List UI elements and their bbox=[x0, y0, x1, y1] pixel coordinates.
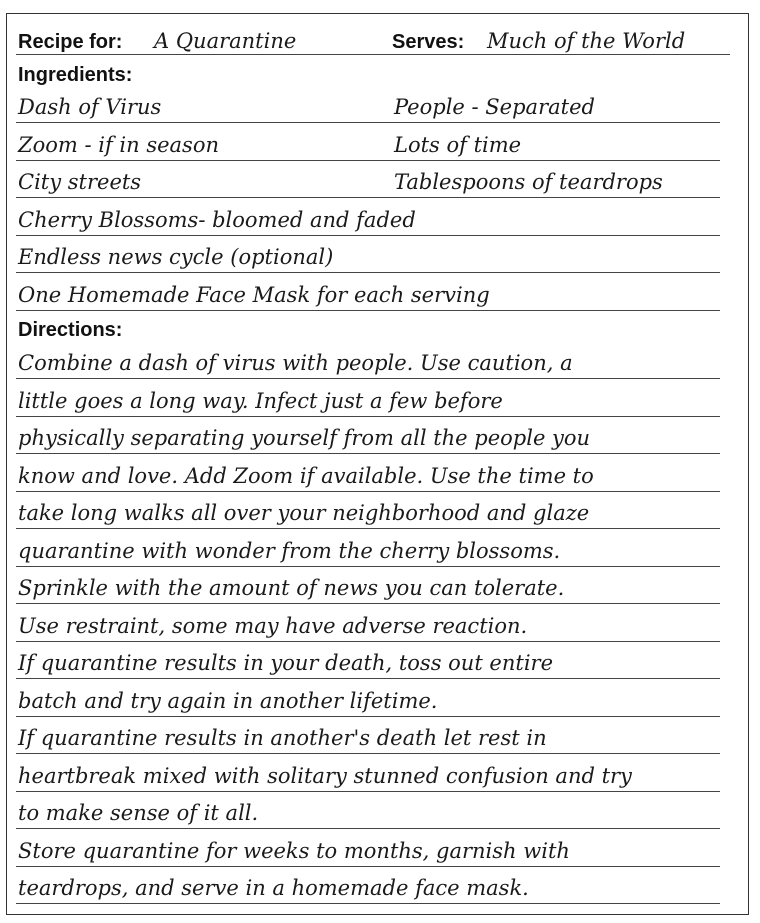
serves-label: Serves: bbox=[392, 31, 465, 53]
direction-rule bbox=[16, 603, 720, 604]
direction-rule bbox=[16, 828, 720, 829]
direction-rule bbox=[16, 753, 720, 754]
direction-rule bbox=[16, 528, 720, 529]
direction-rule bbox=[16, 866, 720, 867]
direction-rule bbox=[16, 641, 720, 642]
direction-line: If quarantine results in another's death let rest in bbox=[18, 726, 547, 750]
direction-rule bbox=[16, 566, 720, 567]
direction-line: Sprinkle with the amount of news you can tolerate. bbox=[18, 576, 565, 600]
direction-line: batch and try again in another lifetime. bbox=[18, 688, 438, 713]
ingredient-rule bbox=[16, 235, 720, 236]
direction-line: little goes a long way. Infect just a few before bbox=[18, 388, 503, 413]
direction-rule bbox=[16, 678, 720, 679]
serves-value: Much of the World bbox=[487, 29, 686, 53]
direction-line: heartbreak mixed with solitary stunned confusion and try bbox=[18, 763, 632, 788]
direction-line: If quarantine results in your death, toss out entire bbox=[18, 651, 554, 675]
direction-line: Use restraint, some may have adverse reaction. bbox=[18, 613, 528, 638]
ingredient-left: Endless news cycle (optional) bbox=[18, 245, 334, 269]
direction-rule bbox=[16, 716, 720, 717]
header-rule bbox=[16, 54, 730, 55]
ingredient-rule bbox=[16, 310, 720, 311]
direction-line: Store quarantine for weeks to months, garnish with bbox=[18, 838, 570, 863]
ingredient-right: Tablespoons of teardrops bbox=[394, 170, 663, 194]
directions-heading: Directions: bbox=[18, 319, 123, 341]
ingredient-right: People - Separated bbox=[394, 95, 595, 119]
recipe-for-label: Recipe for: bbox=[18, 31, 123, 53]
ingredient-left: Dash of Virus bbox=[18, 95, 162, 119]
ingredient-left: City streets bbox=[18, 170, 142, 194]
ingredient-rule bbox=[16, 197, 720, 198]
direction-rule bbox=[16, 378, 720, 379]
direction-rule bbox=[16, 453, 720, 454]
recipe-for-value: A Quarantine bbox=[154, 29, 297, 53]
ingredient-left: Cherry Blossoms- bloomed and faded bbox=[18, 207, 416, 232]
direction-rule bbox=[16, 491, 720, 492]
direction-line: know and love. Add Zoom if available. Use the time to bbox=[18, 463, 594, 488]
direction-rule bbox=[16, 903, 720, 904]
ingredient-rule bbox=[16, 122, 720, 123]
direction-line: to make sense of it all. bbox=[18, 801, 259, 825]
direction-rule bbox=[16, 791, 720, 792]
direction-line: Combine a dash of virus with people. Use caution, a bbox=[18, 351, 573, 375]
ingredient-rule bbox=[16, 272, 720, 273]
ingredient-left: Zoom - if in season bbox=[18, 132, 219, 157]
ingredients-heading: Ingredients: bbox=[18, 64, 133, 86]
direction-line: quarantine with wonder from the cherry blossoms. bbox=[18, 538, 561, 563]
ingredient-right: Lots of time bbox=[394, 132, 522, 157]
direction-line: teardrops, and serve in a homemade face mask. bbox=[18, 876, 529, 900]
ingredient-rule bbox=[16, 160, 720, 161]
ingredient-left: One Homemade Face Mask for each serving bbox=[18, 282, 490, 307]
direction-line: physically separating yourself from all the people you bbox=[18, 426, 591, 450]
direction-line: take long walks all over your neighborhood and glaze bbox=[18, 501, 590, 525]
direction-rule bbox=[16, 416, 720, 417]
